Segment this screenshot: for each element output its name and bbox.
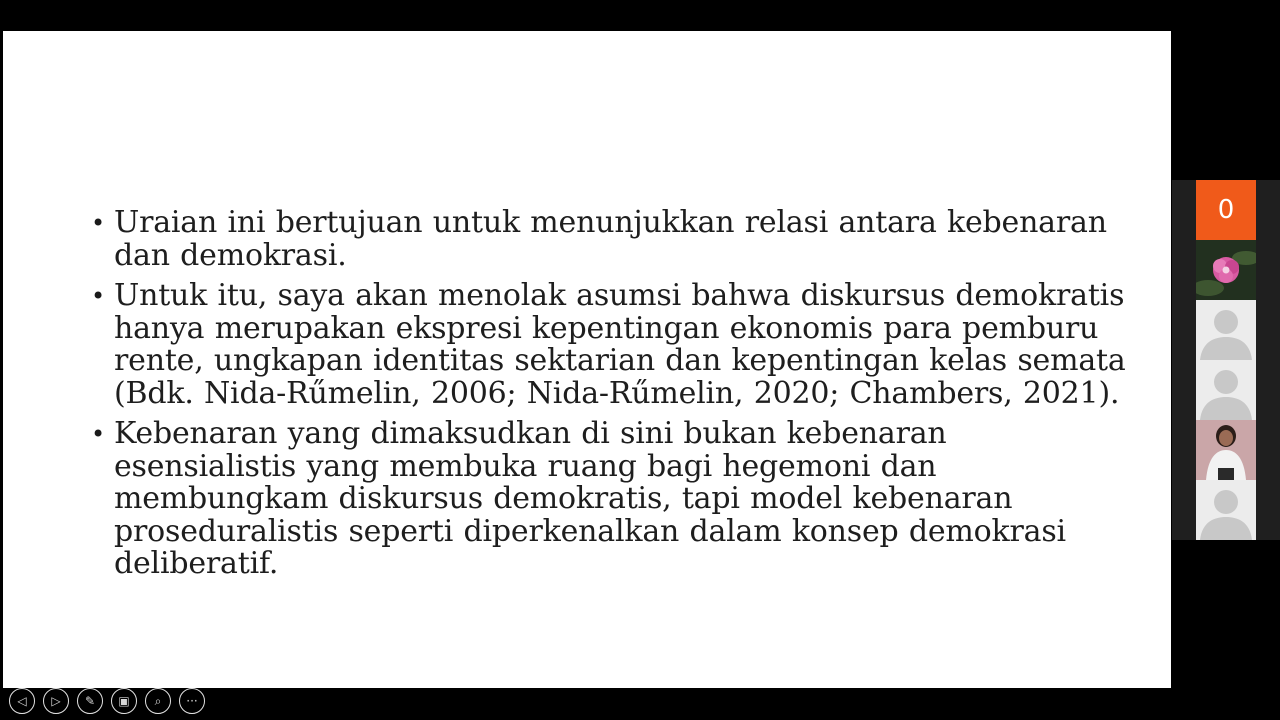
person-video-icon	[1196, 420, 1256, 480]
participant-video-person[interactable]	[1196, 420, 1256, 480]
bullet-item	[91, 280, 1131, 410]
user-icon	[1196, 360, 1256, 420]
previous-slide-icon[interactable]: ◁	[9, 688, 35, 714]
participant-avatar-placeholder[interactable]	[1196, 300, 1256, 360]
presentation-slide	[3, 31, 1171, 708]
more-options-icon[interactable]: ···	[179, 688, 205, 714]
bullet-text: Uraian ini bertujuan untuk menunjukkan relasi antara kebenaran dan demokrasi.	[114, 205, 1107, 273]
bullet-symbol: •	[91, 282, 106, 310]
slides-overview-icon[interactable]: ▣	[111, 688, 137, 714]
bullet-item	[91, 418, 1131, 581]
bullet-text: Kebenaran yang dimaksudkan di sini bukan kebenaran esensialistis yang membuka ruang bagi hegemoni dan membungkam diskursus demokratis, tapi model kebenaran proseduralistis seperti diperkenalkan dalam konsep demokrasi deliberatif.	[114, 416, 1066, 581]
flower-avatar-icon	[1196, 240, 1256, 300]
bullet-item	[91, 207, 1131, 272]
zoom-icon[interactable]: ⌕	[145, 688, 171, 714]
slide-navigation-toolbar	[9, 688, 205, 714]
participant-strip	[1172, 180, 1280, 540]
bullet-symbol: •	[91, 420, 106, 448]
bullet-list	[91, 207, 1131, 589]
user-icon	[1196, 300, 1256, 360]
participant-avatar-placeholder[interactable]	[1196, 360, 1256, 420]
next-slide-icon[interactable]: ▷	[43, 688, 69, 714]
bullet-symbol: •	[91, 209, 106, 237]
participant-video-flower[interactable]	[1196, 240, 1256, 300]
pen-icon[interactable]: ✎	[77, 688, 103, 714]
participant-count-tile[interactable]: 0	[1196, 180, 1256, 240]
user-icon	[1196, 480, 1256, 540]
participant-avatar-placeholder[interactable]	[1196, 480, 1256, 540]
bullet-text: Untuk itu, saya akan menolak asumsi bahwa diskursus demokratis hanya merupakan ekspresi kepentingan ekonomis para pemburu rente, ungkapan identitas sektarian dan kepentingan kelas semata (Bdk. Nida-Rűmelin, 2006; Nida-Rűmelin, 2020; Chambers, 2021).	[114, 278, 1126, 411]
